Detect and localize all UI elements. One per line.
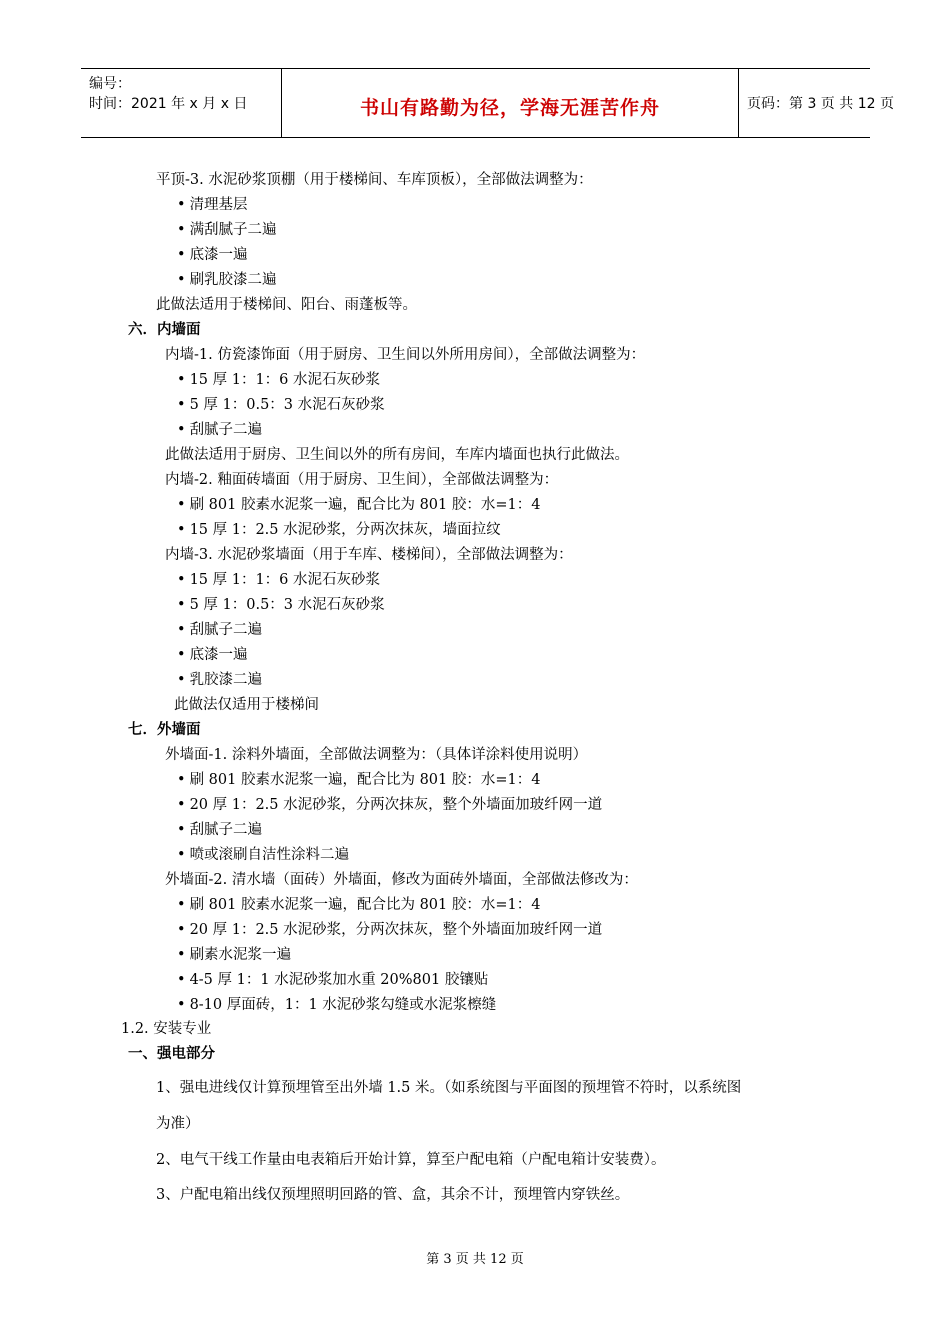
list-item: • 刷 801 胶素水泥浆一遍，配合比为 801 胶：水=1：4 bbox=[177, 770, 540, 790]
list-item: • 8-10 厚面砖，1：1 水泥砂浆勾缝或水泥浆檫缝 bbox=[177, 995, 496, 1015]
paragraph: 1、强电进线仅计算预埋管至出外墙 1.5 米。（如系统图与平面图的预埋管不符时，以系统图 bbox=[156, 1080, 742, 1096]
list-item: • 5 厚 1：0.5：3 水泥石灰砂浆 bbox=[177, 395, 385, 415]
paragraph: 内墙-1. 仿瓷漆饰面（用于厨房、卫生间以外所用房间），全部做法调整为： bbox=[165, 347, 646, 363]
paragraph: 3、户配电箱出线仅预埋照明回路的管、盒，其余不计，预埋管内穿铁丝。 bbox=[156, 1187, 630, 1203]
list-item: • 底漆一遍 bbox=[177, 245, 248, 265]
list-item: • 15 厚 1：1：6 水泥石灰砂浆 bbox=[177, 570, 380, 590]
paragraph: 此做法适用于楼梯间、阳台、雨蓬板等。 bbox=[156, 297, 417, 313]
paragraph: 2、电气干线工作量由电表箱后开始计算，算至户配电箱（户配电箱计安装费）。 bbox=[156, 1152, 666, 1168]
list-item: • 刮腻子二遍 bbox=[177, 420, 262, 440]
header-motto-cell bbox=[281, 69, 739, 137]
list-item: • 喷或滚刷自洁性涂料二遍 bbox=[177, 845, 349, 865]
list-item: • 刷 801 胶素水泥浆一遍，配合比为 801 胶：水=1：4 bbox=[177, 895, 540, 915]
footer-page-number: 第 3 页 共 12 页 bbox=[426, 1252, 524, 1267]
list-item: • 刷素水泥浆一遍 bbox=[177, 945, 291, 965]
paragraph: 内墙-2. 釉面砖墙面（用于厨房、卫生间），全部做法调整为： bbox=[165, 472, 559, 488]
motto: 书山有路勤为径，学海无涯苦作舟 bbox=[359, 97, 660, 119]
list-item: • 20 厚 1：2.5 水泥砂浆，分两次抹灰，整个外墙面加玻纤网一道 bbox=[177, 795, 602, 815]
section-heading: 七．外墙面 bbox=[128, 722, 201, 738]
paragraph: 内墙-3. 水泥砂浆墙面（用于车库、楼梯间），全部做法调整为： bbox=[165, 547, 573, 563]
list-item: • 15 厚 1：2.5 水泥砂浆，分两次抹灰，墙面拉纹 bbox=[177, 520, 501, 540]
section-heading: 六．内墙面 bbox=[128, 322, 201, 338]
list-item: • 刷乳胶漆二遍 bbox=[177, 270, 277, 290]
list-item: • 刮腻子二遍 bbox=[177, 620, 262, 640]
section-heading: 一、强电部分 bbox=[128, 1046, 215, 1062]
header-page-cell bbox=[739, 69, 894, 137]
list-item: • 乳胶漆二遍 bbox=[177, 670, 262, 690]
header-info-cell bbox=[81, 69, 281, 137]
paragraph: 外墙面-1. 涂料外墙面，全部做法调整为：（具体详涂料使用说明） bbox=[165, 747, 588, 763]
paragraph: 外墙面-2. 清水墙（面砖）外墙面，修改为面砖外墙面，全部做法修改为： bbox=[165, 872, 638, 888]
page-header bbox=[81, 68, 894, 138]
paragraph: 此做法仅适用于楼梯间 bbox=[174, 697, 319, 713]
list-item: • 清理基层 bbox=[177, 195, 248, 215]
number-label: 编号： bbox=[89, 76, 131, 92]
time-label: 时间：2021 年 x 月 x 日 bbox=[89, 96, 248, 112]
list-item: • 5 厚 1：0.5：3 水泥石灰砂浆 bbox=[177, 595, 385, 615]
paragraph: 平顶-3. 水泥砂浆顶棚（用于楼梯间、车库顶板），全部做法调整为： bbox=[156, 172, 593, 188]
list-item: • 4-5 厚 1：1 水泥砂浆加水重 20%801 胶镶贴 bbox=[177, 970, 488, 990]
page-number-label: 页码：第 3 页 共 12 页 bbox=[747, 96, 894, 112]
page-footer bbox=[0, 1248, 950, 1267]
paragraph: 此做法适用于厨房、卫生间以外的所有房间，车库内墙面也执行此做法。 bbox=[165, 447, 629, 463]
list-item: • 15 厚 1：1：6 水泥石灰砂浆 bbox=[177, 370, 380, 390]
list-item: • 底漆一遍 bbox=[177, 645, 248, 665]
list-item: • 刮腻子二遍 bbox=[177, 820, 262, 840]
list-item: • 20 厚 1：2.5 水泥砂浆，分两次抹灰，整个外墙面加玻纤网一道 bbox=[177, 920, 602, 940]
subsection-heading: 1.2. 安装专业 bbox=[121, 1021, 212, 1037]
list-item: • 满刮腻子二遍 bbox=[177, 220, 277, 240]
paragraph: 为准） bbox=[156, 1116, 200, 1132]
list-item: • 刷 801 胶素水泥浆一遍，配合比为 801 胶：水=1：4 bbox=[177, 495, 540, 515]
